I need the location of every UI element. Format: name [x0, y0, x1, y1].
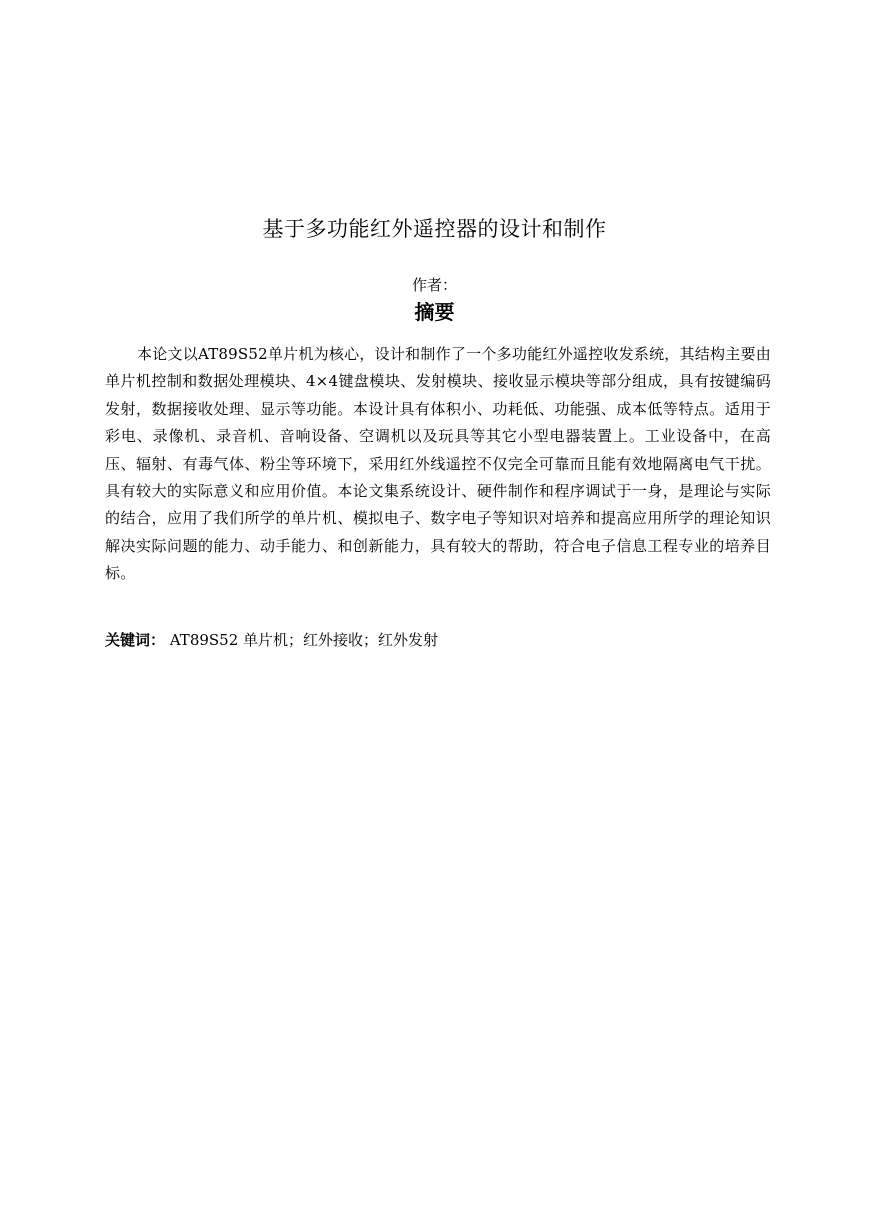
author-line: 作者： [411, 276, 457, 294]
keywords-line [105, 627, 771, 653]
paper-title: 基于多功能红外遥控器的设计和制作 [262, 217, 607, 241]
abstract-heading: 摘要 [414, 300, 455, 324]
abstract-body: 本论文以AT89S52单片机为核心，设计和制作了一个多功能红外遥控收发系统，其结构主要由单片机控制和数据处理模块、4×4键盘模块、发射模块、接收显示模块等部分组成，具有按键编码发射，数据接收处理、显示等功能。本设计具有体积小、功耗低、功能强、成本低等特点。适用于彩电、录像机、录音机、音响设备、空调机以及玩具等其它小型电器装置上。工业设备中，在高压、辐射、有毒气体、粉尘等环境下，采用红外线遥控不仅完全可靠而且能有效地隔离电气干扰。具有较大的实际意义和应用价值。本论文集系统设计、硬件制作和程序调试于一身，是理论与实际的结合，应用了我们所学的单片机、模拟电子、数字电子等知识对培养和提高应用所学的理论知识解决实际问题的能力、动手能力、和创新能力，具有较大的帮助，符合电子信息工程专业的培养目标。 [105, 345, 771, 583]
keywords-text: AT89S52 单片机；红外接收；红外发射 [169, 631, 439, 649]
keywords-label: 关键词： [105, 631, 166, 649]
